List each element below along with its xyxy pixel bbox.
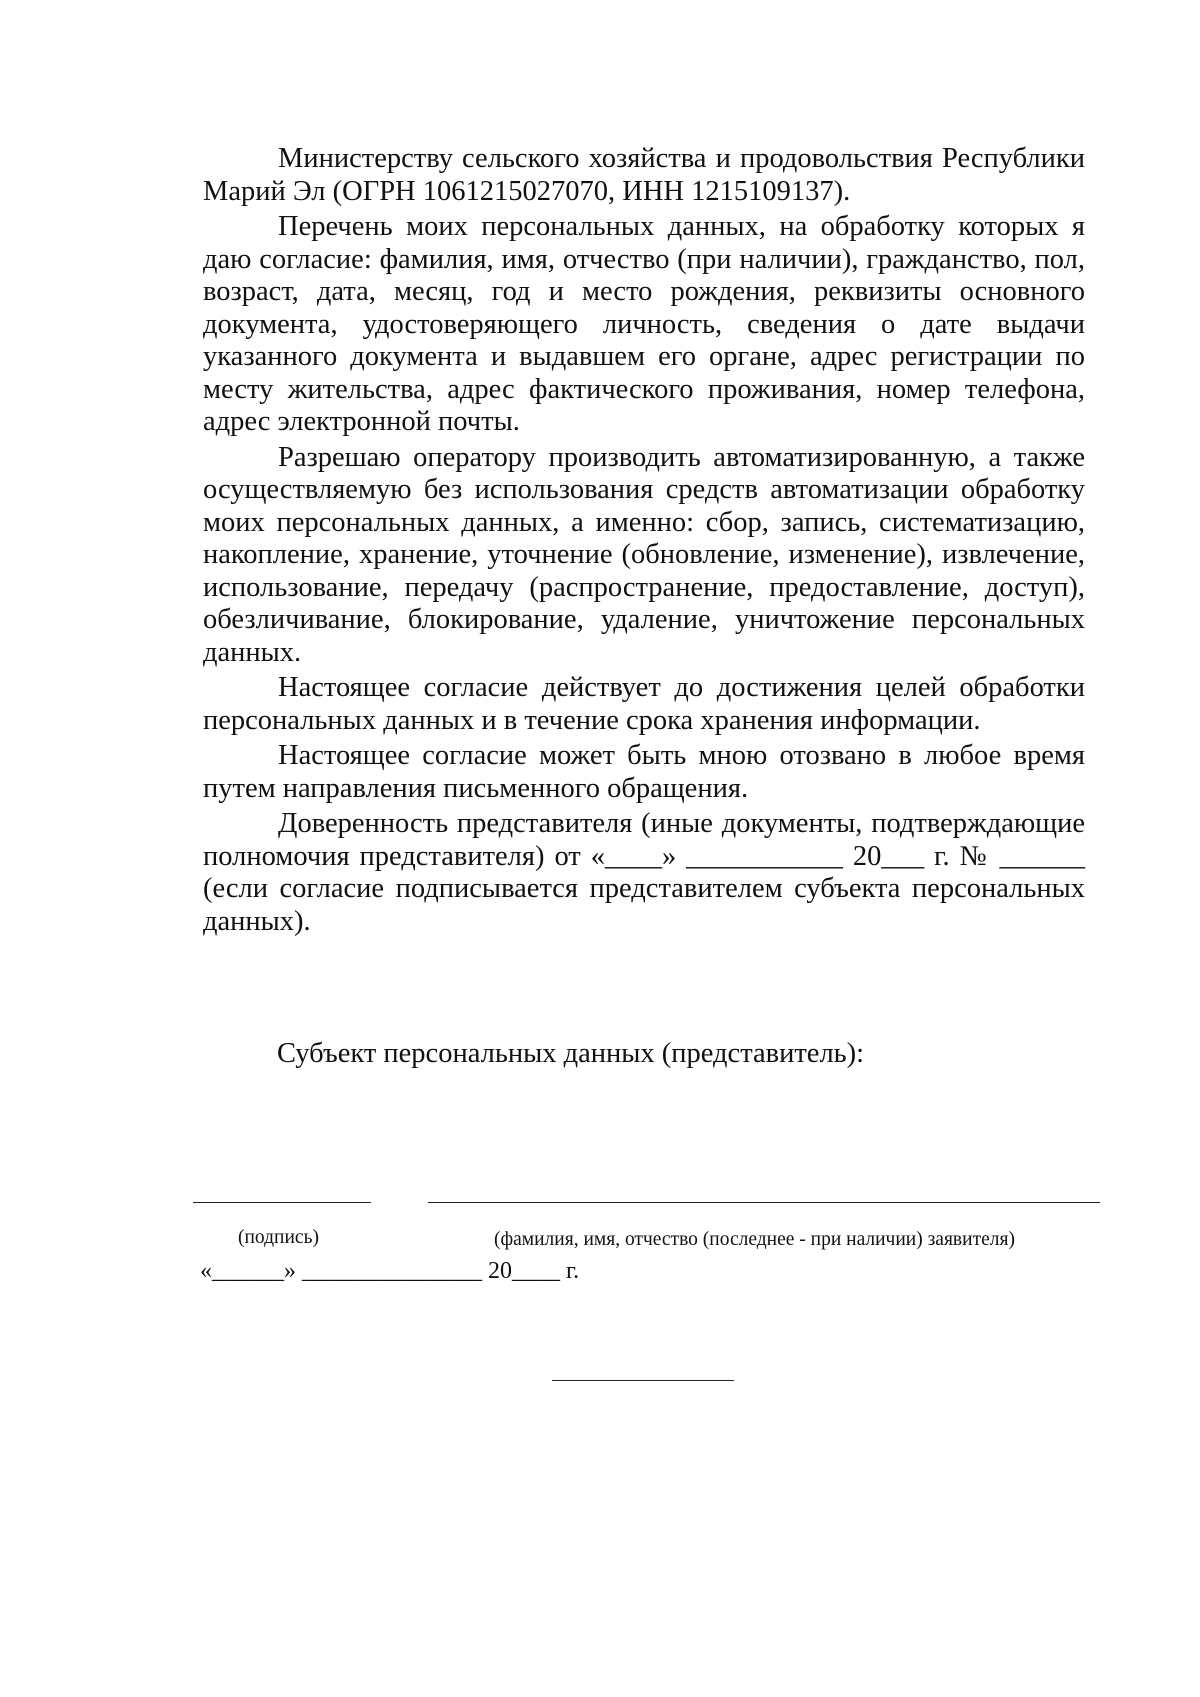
paragraph-operator: Министерству сельского хозяйства и продовольствия Республики Марий Эл (ОГРН 1061215027070, ИНН 1215109137). bbox=[203, 143, 1085, 207]
name-caption: (фамилия, имя, отчество (последнее - при наличии) заявителя) bbox=[494, 1229, 1015, 1250]
subject-label: Субъект персональных данных (представитель): bbox=[277, 1038, 865, 1069]
name-line bbox=[428, 1202, 1100, 1203]
paragraph-power-of-attorney: Доверенность представителя (иные документы, подтверждающие полномочия представителя) от «____» ___________ 20___ г. № ______ (если согласие подписывается представителем субъекта персональных данных). bbox=[203, 808, 1085, 937]
closing-divider bbox=[552, 1380, 734, 1381]
paragraph-data-list: Перечень моих персональных данных, на обработку которых я даю согласие: фамилия, имя, отчество (при наличии), гражданство, пол, возраст, дата, месяц, год и место рождения, реквизиты основного документа, удостоверяющего личность, сведения о дате выдачи указанного документа и выдавшем его органе, адрес регистрации по месту жительства, адрес фактического проживания, номер телефона, адрес электронной почты. bbox=[203, 211, 1085, 437]
signature-line bbox=[193, 1202, 371, 1203]
date-line: «______» _______________ 20____ г. bbox=[200, 1258, 580, 1284]
paragraph-validity: Настоящее согласие действует до достижения целей обработки персональных данных и в течение срока хранения информации. bbox=[203, 672, 1085, 736]
consent-body bbox=[203, 143, 1085, 938]
paragraph-processing: Разрешаю оператору производить автоматизированную, а также осуществляемую без использования средств автоматизации обработку моих персональных данных, а именно: сбор, запись, систематизацию, накопление, хранение, уточнение (обновление, изменение), извлечение, использование, передачу (распространение, предоставление, доступ), обезличивание, блокирование, удаление, уничтожение персональных данных. bbox=[203, 441, 1085, 668]
paragraph-revocation: Настоящее согласие может быть мною отозвано в любое время путем направления письменного обращения. bbox=[203, 740, 1085, 804]
signature-caption: (подпись) bbox=[238, 1227, 319, 1248]
